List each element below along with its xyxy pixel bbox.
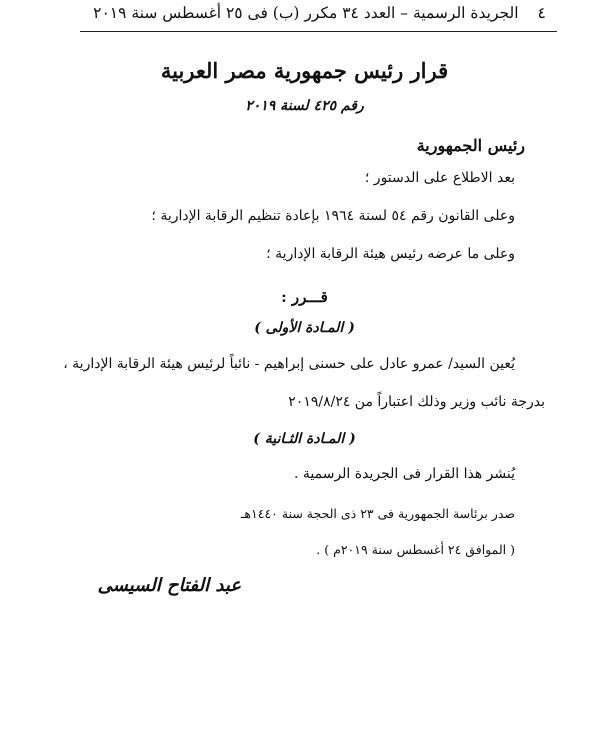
issued-date: صدر برئاسة الجمهورية فى ٢٣ ذى الحجة سنة ١٤٤٠هـ <box>240 506 515 521</box>
preamble-line-3: وعلى ما عرضه رئيس هيئة الرقابة الإدارية ؛ <box>266 246 515 262</box>
running-header <box>90 4 549 22</box>
decided-heading: قـــرر : <box>281 288 328 306</box>
decree-title: قرار رئيس جمهورية مصر العربية <box>160 58 449 83</box>
issuer-heading: رئيس الجمهورية <box>416 136 525 155</box>
decree-number: رقم ٤٢٥ لسنة ٢٠١٩ <box>245 98 364 114</box>
president-signature: عبد الفتاح السيسى <box>97 575 241 596</box>
header-divider <box>80 31 557 32</box>
article-2-heading: ( المـادة الثـانية ) <box>253 431 356 447</box>
article-1-line-1: يُعين السيد/ عمرو عادل على حسنى إبراهيم - نائباً لرئيس هيئة الرقابة الإدارية ، <box>63 356 515 372</box>
preamble-line-1: بعد الاطلاع على الدستور ؛ <box>364 170 515 186</box>
corresponding-date: ( الموافق ٢٤ أغسطس سنة ٢٠١٩م ) . <box>316 542 515 557</box>
article-2-text: يُنشر هذا القرار فى الجريدة الرسمية . <box>293 466 515 482</box>
running-title: الجريدة الرسمية – العدد ٣٤ مكرر (ب) فى ٢٥ أغسطس سنة ٢٠١٩ <box>93 4 519 22</box>
preamble-line-2: وعلى القانون رقم ٥٤ لسنة ١٩٦٤ بإعادة تنظيم الرقابة الإدارية ؛ <box>151 208 515 224</box>
article-1-heading: ( المـادة الأولى ) <box>254 320 355 336</box>
page-number: ٤ <box>537 4 546 22</box>
article-1-line-2: بدرجة نائب وزير وذلك اعتباراً من ٢٠١٩/٨/٢٤ <box>288 394 545 410</box>
